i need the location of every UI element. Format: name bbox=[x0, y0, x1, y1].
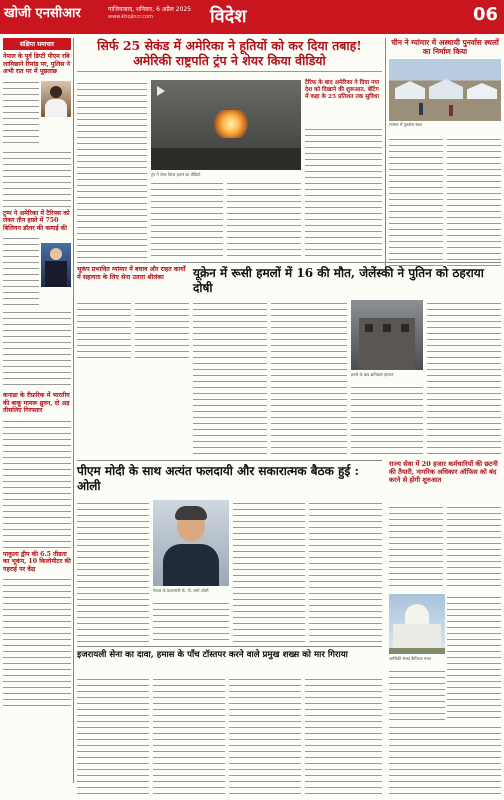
sidebar-story3-text bbox=[3, 418, 71, 548]
sidebar-story2-more bbox=[3, 309, 71, 389]
ukraine-text-col4 bbox=[427, 300, 501, 456]
oli-text-col4 bbox=[309, 500, 382, 644]
mid-text-col1 bbox=[77, 300, 131, 358]
ukraine-headline: यूक्रेन में रूसी हमलों में 16 की मौत, जेलेंस्की ने पुतिन को ठहराया दोषी bbox=[193, 266, 484, 295]
lead-side-text bbox=[305, 126, 382, 258]
right-divider bbox=[385, 38, 386, 268]
sidebar-box-title: संक्षिप्त समाचार bbox=[3, 38, 71, 50]
lead-headline: सिर्फ 25 सेकंड में अमेरिका ने हूतियों को कर दिया तबाह! अमेरिकी राष्ट्रपति ट्रंप ने शेयर किया वीडियो bbox=[77, 38, 382, 72]
page-header bbox=[0, 0, 504, 34]
ukraine-story bbox=[193, 266, 501, 456]
oli-text-col2 bbox=[153, 600, 229, 644]
ukraine-text-col1 bbox=[193, 300, 267, 456]
capitol-photo-caption: अमेरिकी संसद कैपिटल भवन bbox=[389, 656, 431, 661]
lead-side-headline: टैरिफ के बाद अमेरिका ने दिया नया देश को दिखाने की शुरूआत, बेटिंग में कहा के 25 प्रतिशत तक सुविधा bbox=[305, 80, 380, 100]
oli-top-rule bbox=[77, 460, 382, 461]
oli-photo bbox=[153, 500, 229, 586]
lead-text-col3 bbox=[227, 180, 301, 258]
bottom-top-rule bbox=[77, 646, 382, 647]
sidebar-story3-headline: कनाडा के रीफ्ररिक में भारतीय की बाकू मामरू ध्रुवन, दो अड़ तीसलिए गिरफ्तार bbox=[3, 392, 70, 414]
us-gov-text-col1 bbox=[389, 504, 443, 590]
lead-image-caption: ट्रंप ने शेयर किया हमले का वीडियो bbox=[151, 172, 201, 177]
bottom-text-col1 bbox=[77, 676, 149, 796]
oli-text-col1 bbox=[77, 500, 149, 644]
bottom-text-col4 bbox=[305, 676, 382, 796]
mid-story bbox=[77, 266, 189, 358]
play-icon bbox=[157, 86, 165, 96]
page-number: 06 bbox=[472, 4, 498, 25]
oli-text-col3 bbox=[233, 500, 305, 644]
shelter-photo bbox=[389, 59, 501, 121]
capitol-photo bbox=[389, 594, 445, 654]
mid-text-col2 bbox=[135, 300, 189, 358]
right-top-text-col2 bbox=[447, 136, 501, 268]
sidebar-story4-headline: पाकुला द्वीप की 6.5 तीव्रता का भूकंप, 10 किलोमीटर की गहराई पर केंद्र bbox=[3, 550, 71, 573]
oli-photo-caption: नेपाल के प्रधानमंत्री के. पी. शर्मा ओली bbox=[153, 588, 209, 593]
ukraine-text-col2 bbox=[271, 300, 347, 456]
lead-text-col1 bbox=[77, 80, 147, 258]
site-line: www.khojincr.com bbox=[108, 14, 154, 20]
section-title: विदेश bbox=[210, 6, 247, 27]
us-gov-text-col2 bbox=[447, 504, 501, 590]
us-gov-headline: राज्य सेवा में 20 हजार कर्मचारियों की छटनी की तैयारी, नागरिक अधिकार ऑफिस को बंद करने से होगी शुरुआत bbox=[389, 460, 498, 484]
sidebar-divider bbox=[73, 38, 74, 783]
oli-headline: पीएम मोदी के साथ अत्यंत फलदायी और सकारात्मक बैठक हुई : ओली bbox=[77, 464, 359, 493]
mid-top-rule bbox=[77, 262, 501, 263]
ukraine-text-col3 bbox=[351, 384, 423, 456]
lead-story bbox=[77, 38, 382, 258]
sidebar-story1-more bbox=[3, 149, 71, 207]
sidebar-story1-headline: नेपाल के पूर्व डिप्टी पीएम रबि लामिछाने रिमांड पर, पुलिस ने अभी रात पर में पूछताछ bbox=[3, 53, 70, 75]
sidebar-story2-text bbox=[3, 235, 39, 307]
right-top-story bbox=[389, 38, 501, 268]
ukraine-photo-caption: हमले के बाद क्षतिग्रस्त इमारत bbox=[351, 372, 394, 377]
mid-headline: भूकंप प्रभावित म्यांमार में बचाव और राहत कार्यों में सहायता के लिए सेना उतारा श्रीलंका bbox=[77, 266, 186, 281]
sidebar-story2-photo bbox=[41, 243, 71, 287]
right-top-text-col1 bbox=[389, 136, 443, 268]
sidebar-story1-text bbox=[3, 79, 39, 147]
bottom-story bbox=[77, 650, 501, 796]
bottom-text-col5 bbox=[389, 724, 501, 796]
masthead: खोजी एनसीआर bbox=[4, 6, 81, 21]
sidebar-story2-headline: ट्रम्प ने अमेरिका में टैरिफ्स को लेकर तीन हफ़्ते में 750 बिलियन डॉलर की कमाई की bbox=[3, 209, 70, 232]
lead-video-image bbox=[151, 80, 301, 170]
bottom-text-col3 bbox=[229, 676, 301, 796]
sidebar-story4-text bbox=[3, 576, 71, 706]
bottom-text-col2 bbox=[153, 676, 225, 796]
person-silhouette-icon bbox=[50, 86, 62, 98]
lead-text-col2 bbox=[151, 180, 223, 258]
sidebar bbox=[3, 38, 71, 778]
bottom-headline: इजरायली सेना का दावा, हमास के पाँच टॉस्तपर करने वाले प्रमुख शख्स को मार गिराया bbox=[77, 650, 348, 660]
date-line: गाजियाबाद, शनिवार, 6 अप्रैल 2025 bbox=[108, 6, 192, 13]
right-top-headline: चीन ने म्यांमार में अस्थायी पुनर्वास स्थलों का निर्माण किया bbox=[391, 38, 499, 56]
sidebar-story1-photo bbox=[41, 81, 71, 117]
ukraine-photo bbox=[351, 300, 423, 370]
shelter-photo-caption: म्यांमार में पुनर्वास स्थल bbox=[389, 122, 423, 127]
oli-story bbox=[77, 464, 382, 644]
